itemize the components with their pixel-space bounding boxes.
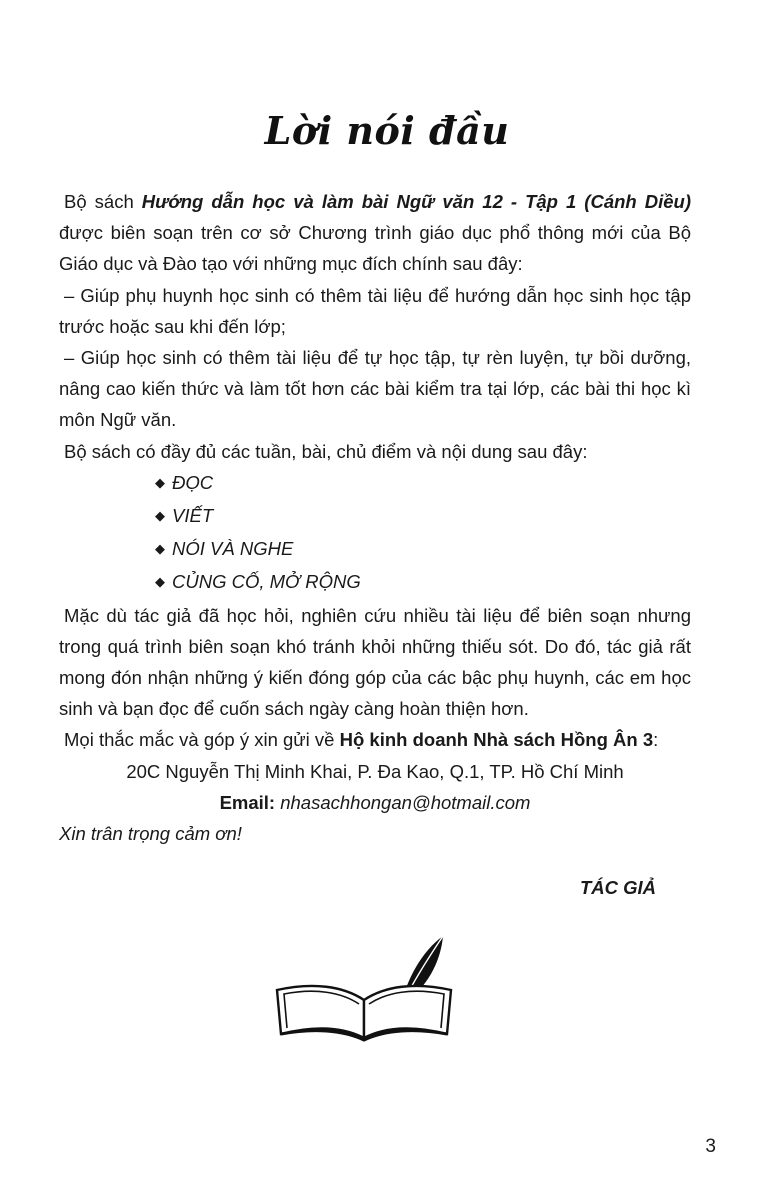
diamond-bullet-icon: ◆ (155, 508, 165, 524)
author-signature: TÁC GIẢ (579, 877, 656, 898)
contents-intro: Bộ sách có đầy đủ các tuần, bài, chủ điểm và nội dung sau đây: (64, 440, 588, 462)
diamond-bullet-icon: ◆ (155, 474, 165, 490)
email-address: nhasachhongan@hotmail.com (280, 791, 531, 813)
contact-lead: Mọi thắc mắc và góp ý xin gửi về (64, 729, 340, 751)
purpose-item: – Giúp phụ huynh học sinh có thêm tài liệu để hướng dẫn học sinh học tập trước hoặc sau khi đến lớp; (59, 284, 691, 337)
page-title: Lời nói đầu (264, 108, 510, 153)
intro-lead: Bộ sách (64, 191, 142, 212)
page-number: 3 (705, 1136, 716, 1157)
contents-item (59, 533, 691, 566)
contents-list (59, 467, 691, 600)
email-label: Email: (219, 791, 276, 813)
email-line (59, 787, 691, 818)
publisher-name: Hộ kinh doanh Nhà sách Hồng Ân 3 (339, 729, 654, 751)
contents-item (59, 467, 691, 500)
contact-line (59, 724, 691, 755)
closing-line: Xin trân trọng cảm ơn! (59, 823, 242, 845)
intro-paragraph (59, 186, 691, 280)
contents-item-label: ĐỌC (172, 471, 214, 493)
preface-body (59, 186, 691, 849)
diamond-bullet-icon: ◆ (155, 541, 165, 557)
book-title: Hướng dẫn học và làm bài Ngữ văn 12 - Tập 1 (Cánh Diều) (141, 191, 691, 212)
contents-item (59, 566, 691, 599)
open-book-quill-icon (273, 930, 455, 1042)
diamond-bullet-icon: ◆ (155, 574, 165, 590)
contact-colon: : (653, 729, 659, 751)
contents-item-label: NÓI VÀ NGHE (172, 538, 294, 560)
address-line: 20C Nguyễn Thị Minh Khai, P. Đa Kao, Q.1, TP. Hồ Chí Minh (126, 760, 624, 782)
contents-item-label: CỦNG CỐ, MỞ RỘNG (172, 571, 361, 593)
contents-item (59, 500, 691, 533)
contents-item-label: VIẾT (172, 505, 214, 527)
intro-rest: được biên soạn trên cơ sở Chương trình giáo dục phổ thông mới của Bộ Giáo dục và Đào tạo với những mục đích chính sau đây: (59, 222, 691, 275)
purpose-item: – Giúp học sinh có thêm tài liệu để tự học tập, tự rèn luyện, tự bồi dưỡng, nâng cao kiến thức và làm tốt hơn các bài kiểm tra tại lớp, các bài thi học kì môn Ngữ văn. (59, 347, 691, 431)
apology-paragraph: Mặc dù tác giả đã học hỏi, nghiên cứu nhiều tài liệu để biên soạn nhưng trong quá trình biên soạn khó tránh khỏi những thiếu sót. Do đó, tác giả rất mong đón nhận những ý kiến đóng góp của các bậc phụ huynh, các em học sinh và bạn đọc để cuốn sách ngày càng hoàn thiện hơn. (59, 604, 691, 720)
